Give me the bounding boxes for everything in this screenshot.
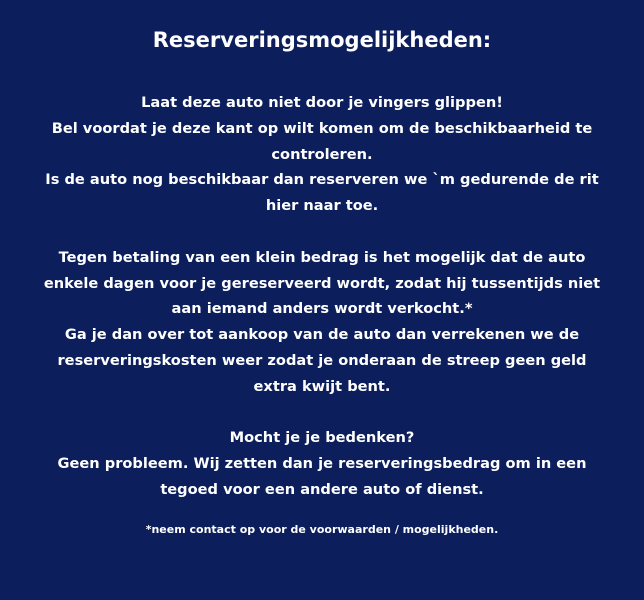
paragraph-1-line-5: hier naar toe. [265,197,379,215]
paragraph-2-line-2: enkele dagen voor je gereserveerd wordt, zodat hij tussentijds niet [43,274,601,292]
paragraph-1-line-2: Bel voordat je deze kant op wilt komen om de beschikbaarheid te [51,119,593,137]
paragraph-2-line-5: reserveringskosten weer zodat je onderaan de streep geen geld [57,351,587,369]
paragraph-2-line-3: aan iemand anders wordt verkocht.* [171,300,473,318]
paragraph-1-line-1: Laat deze auto niet door je vingers glippen! [141,94,503,111]
paragraph-3-line-2: Geen probleem. Wij zetten dan je reserveringsbedrag om in een [57,455,587,473]
paragraph-2-line-4: Ga je dan over tot aankoop van de auto dan verrekenen we de [64,326,580,344]
paragraph-3-line-1: Mocht je je bedenken? [229,429,415,447]
paragraph-spacer [22,400,622,426]
paragraph-spacer [22,219,622,245]
paragraph-2-line-6: extra kwijt bent. [253,377,391,395]
paragraph-2-line-1: Tegen betaling van een klein bedrag is het mogelijk dat de auto [58,248,586,266]
footnote: *neem contact op voor de voorwaarden / mogelijkheden. [145,523,499,536]
paragraph-3-line-3: tegoed voor een andere auto of dienst. [160,480,484,498]
page-title: Reserveringsmogelijkheden: [152,28,492,52]
reservation-text [22,90,622,503]
paragraph-1-line-4: Is de auto nog beschikbaar dan reserveren we `m gedurende de rit [45,171,599,189]
paragraph-1-line-3: controleren. [271,145,373,163]
